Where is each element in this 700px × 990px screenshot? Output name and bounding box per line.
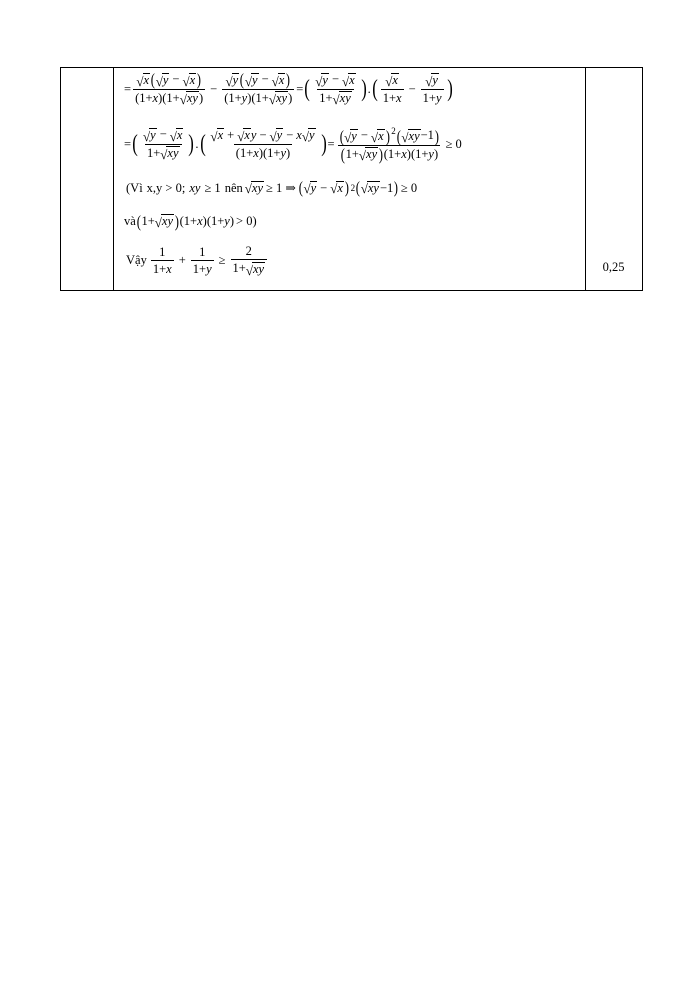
fraction: 2 1+ √ xy — [231, 244, 268, 277]
equation-line-2: = ( √ y − √ x 1+ √ xy ) . ( √ x + √ x y − √ y − x √ y (1+x)(1+y) ) = ( √ y − √ x ) $^2$( √ xy −1) (1+ √ xy )(1+x)(1+y) ≥ 0 — [124, 126, 462, 165]
equation-line-1: = √ x ( √ y − √ x ) (1+x)(1+ √ xy ) − √ y ( √ y − √ x ) (1+y)(1+ √ xy ) = ( √ y − √ x 1+ √ xy ) . ( √ x 1+x − √ y 1+y ) — [124, 70, 453, 107]
condition-line: (Vì x,y > 0; xy ≥ 1 nên √ xy ≥ 1 ⇒ ( √ y − √ x ) 2 ( √ xy −1 ) ≥ 0 — [126, 178, 418, 198]
score-column — [585, 68, 642, 290]
minus-sign: − — [210, 81, 218, 96]
fraction: √ y − √ x 1+ √ xy — [142, 127, 183, 163]
equals-sign: = — [124, 136, 132, 151]
fraction: √ y ( √ y − √ x ) (1+y)(1+ √ xy ) — [224, 70, 293, 107]
fraction: √ y − √ x 1+ √ xy — [315, 72, 355, 107]
fraction: √ x 1+x — [382, 73, 402, 106]
fraction: $\frac{1}{1+y}$ — [192, 244, 212, 276]
fraction: 1 1+x — [152, 244, 172, 276]
fraction: √ x + √ x y − √ y − x √ y (1+x)(1+y) — [210, 127, 315, 161]
equals-sign: = — [296, 81, 304, 96]
fraction: ( √ y − √ x ) $^2$( √ xy −1) (1+ √ xy )(1+x)(1+y) — [339, 126, 439, 165]
positivity-line: và ( 1+ √ xy ) (1+ x )(1+ y ) > 0) — [124, 211, 257, 231]
question-column — [61, 68, 114, 290]
fraction: √ y 1+y — [422, 73, 442, 106]
score-value: 0,25 — [602, 260, 625, 274]
solution-column — [114, 68, 585, 290]
conclusion-line: Vậy 1 1+x + $\frac{1}{1+y}$ ≥ 2 1+ √ xy — [124, 244, 269, 277]
answer-table — [60, 67, 643, 291]
fraction: √ x ( √ y − √ x ) (1+x)(1+ √ xy ) — [135, 70, 204, 107]
equals-sign: = — [124, 81, 132, 96]
equals-sign: = — [327, 136, 335, 151]
